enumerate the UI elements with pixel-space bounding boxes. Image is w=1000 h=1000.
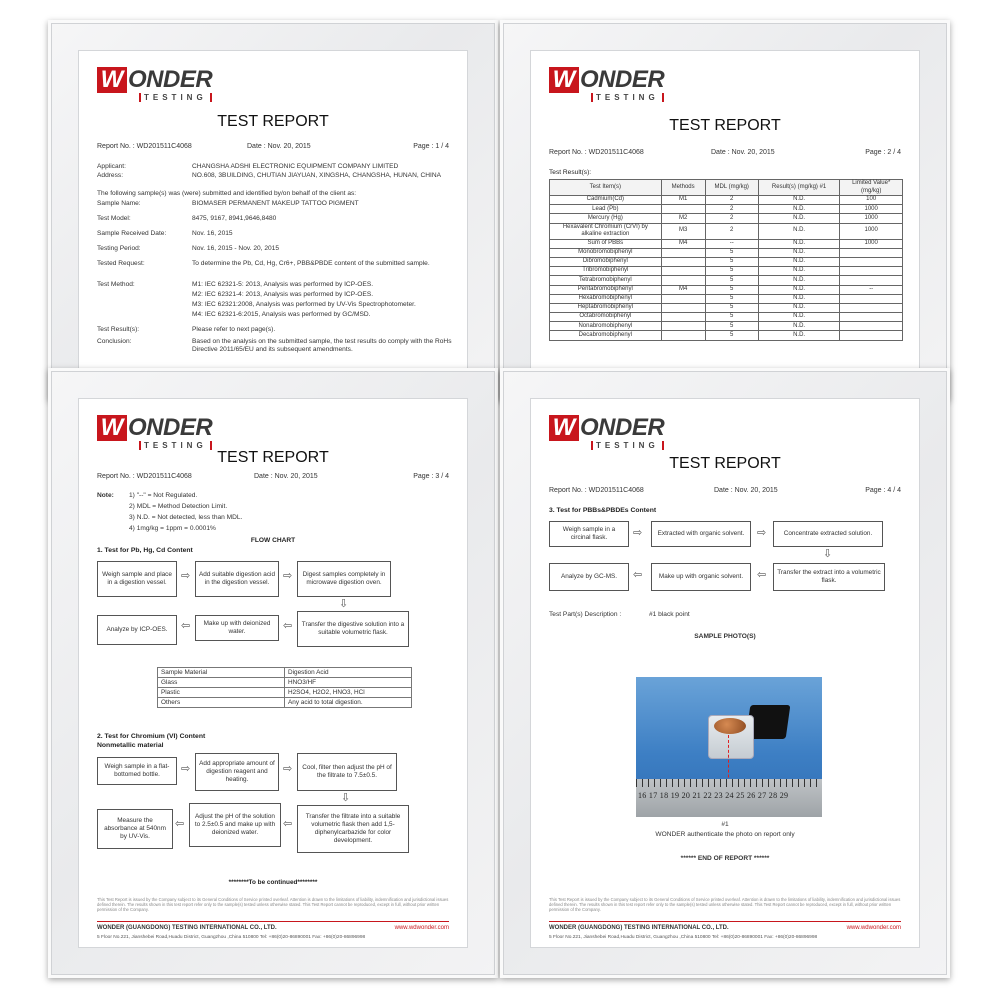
photo-note: WONDER authenticate the photo on report only (655, 831, 795, 838)
page-number: Page : 4 / 4 (865, 487, 901, 494)
table-row (550, 223, 903, 239)
section-subheading: Nonmetallic material (97, 742, 164, 749)
report-page-2 (530, 50, 920, 370)
logo-text: ONDER (128, 66, 213, 93)
footer-rule (549, 921, 901, 922)
flow-step: Transfer the digestive solution into a suitable volumetric flask. (297, 611, 409, 647)
table-row (158, 668, 412, 678)
table-cell: 2 (705, 214, 758, 223)
footer-address: 5 Floor No.221, Jianshebei Road,Huadu District, Guangzhou ,China 510800 Tel: +86(0)20-86890001 Fax: +86(0)20-86896998 (549, 935, 818, 940)
table-cell: 5 (705, 267, 758, 276)
table-cell: N.D. (758, 267, 840, 276)
table-cell (840, 294, 903, 303)
table-cell: N.D. (758, 285, 840, 294)
logo-w: W (97, 415, 127, 441)
field-label: Conclusion: (97, 338, 132, 345)
field-label: Address: (97, 172, 124, 179)
table-cell (840, 303, 903, 312)
table-cell: Hexavalent Chromium (CrVI) by alkaline extraction (550, 223, 662, 239)
table-row (550, 303, 903, 312)
table-cell: Sample Material (158, 668, 285, 678)
field-label: Sample Received Date: (97, 230, 167, 237)
flow-step: Cool, filter then adjust the pH of the filtrate to 7.5±0.5. (297, 753, 397, 791)
table-row (158, 698, 412, 708)
table-cell (661, 294, 705, 303)
flow-step: Adjust the pH of the solution to 2.5±0.5 and make up with deionized water. (189, 803, 281, 847)
logo-subtext: TESTING (591, 93, 664, 102)
note-item: 1) "--" = Not Regulated. (129, 492, 198, 499)
note-label: Note: (97, 492, 114, 499)
table-cell: Nonabromobiphenyl (550, 322, 662, 331)
table-cell: 5 (705, 294, 758, 303)
table-cell: Others (158, 698, 285, 708)
table-cell: 5 (705, 257, 758, 266)
table-cell: 5 (705, 248, 758, 257)
table-cell: N.D. (758, 294, 840, 303)
table-cell (661, 303, 705, 312)
note-item: 3) N.D. = Not detected, less than MDL. (129, 514, 243, 521)
results-heading: Test Result(s): (549, 169, 592, 176)
table-cell: 2 (705, 223, 758, 239)
table-row (550, 276, 903, 285)
table-cell: Dibromobiphenyl (550, 257, 662, 266)
field-value: Nov. 16, 2015 - Nov. 20, 2015 (192, 245, 279, 252)
table-cell: M2 (661, 214, 705, 223)
footer-website: www.wdwonder.com (846, 925, 901, 931)
table-cell: N.D. (758, 313, 840, 322)
certificate-frame-page-4 (500, 368, 950, 978)
table-cell: 5 (705, 303, 758, 312)
flow-step: Transfer the filtrate into a suitable volumetric flask then add 1,5-diphenylcarbazide for color development. (297, 805, 409, 853)
page-title: TEST REPORT (669, 455, 781, 472)
report-page-4 (530, 398, 920, 948)
arrow-down-icon: ⇩ (341, 792, 351, 804)
flow-step: Analyze by ICP-OES. (97, 615, 177, 645)
page-number: Page : 2 / 4 (865, 149, 901, 156)
table-cell: N.D. (758, 248, 840, 257)
wonder-logo (549, 67, 679, 105)
table-cell: 1000 (840, 239, 903, 248)
arrow-right-icon: ⇨ (283, 570, 293, 582)
table-cell: M1 (661, 196, 705, 205)
table-cell (840, 248, 903, 257)
table-row (550, 267, 903, 276)
wonder-logo (97, 67, 227, 105)
logo-subtext: TESTING (139, 93, 212, 102)
field-value: BIOMASER PERMANENT MAKEUP TATTOO PIGMENT (192, 200, 359, 207)
field-label: Sample Name: (97, 200, 141, 207)
table-row (550, 257, 903, 266)
table-cell: M4 (661, 239, 705, 248)
report-number: Report No. : WD201511C4068 (549, 149, 644, 156)
table-row (158, 688, 412, 698)
report-date: Date : Nov. 20, 2015 (254, 473, 318, 480)
footer-rule (97, 921, 449, 922)
table-cell: 5 (705, 285, 758, 294)
test-part-value: #1 black point (649, 611, 690, 618)
table-cell: N.D. (758, 223, 840, 239)
table-cell: N.D. (758, 214, 840, 223)
arrow-right-icon: ⇨ (181, 763, 191, 775)
table-cell: Sum of PBBs (550, 239, 662, 248)
note-item: 2) MDL = Method Detection Limit. (129, 503, 228, 510)
flow-step: Weigh sample in a flat-bottomed bottle. (97, 757, 177, 785)
flow-step: Weigh sample and place in a digestion vessel. (97, 561, 177, 597)
table-cell: Digestion Acid (285, 668, 412, 678)
field-value: To determine the Pb, Cd, Hg, Cr6+, PBB&PBDE content of the submitted sample. (192, 260, 430, 267)
table-cell (840, 313, 903, 322)
column-header: Test Item(s) (550, 180, 662, 196)
arrow-left-icon: ⇦ (283, 620, 293, 632)
report-page-1 (78, 50, 468, 370)
table-cell (840, 267, 903, 276)
field-value: M3: IEC 62321:2008, Analysis was performed by UV-Vis Spectrophotometer. (192, 301, 416, 308)
table-cell: Octabromobiphenyl (550, 313, 662, 322)
field-value: Please refer to next page(s). (192, 326, 276, 333)
report-date: Date : Nov. 20, 2015 (247, 143, 311, 150)
table-cell (840, 276, 903, 285)
arrow-left-icon: ⇦ (181, 620, 191, 632)
certificate-frame-page-1 (48, 20, 498, 400)
table-cell (661, 313, 705, 322)
field-label: Test Method: (97, 281, 135, 288)
footer-address: 5 Floor No.221, Jianshebei Road,Huadu District, Guangzhou ,China 510800 Tel: +86(0)20-86890001 Fax: +86(0)20-86896998 (97, 935, 366, 940)
logo-text: ONDER (580, 414, 665, 441)
field-label: Applicant: (97, 163, 126, 170)
flow-step: Analyze by GC-MS. (549, 563, 629, 591)
table-cell (661, 267, 705, 276)
table-cell: 1000 (840, 214, 903, 223)
table-cell: N.D. (758, 276, 840, 285)
note-item: 4) 1mg/kg = 1ppm = 0.0001% (129, 525, 216, 532)
table-cell: 100 (840, 196, 903, 205)
table-cell (661, 248, 705, 257)
flow-step: Extracted with organic solvent. (651, 521, 751, 547)
page-number: Page : 1 / 4 (413, 143, 449, 150)
table-cell: N.D. (758, 331, 840, 340)
report-date: Date : Nov. 20, 2015 (714, 487, 778, 494)
table-row (550, 294, 903, 303)
footer-company: WONDER (GUANGDONG) TESTING INTERNATIONAL CO., LTD. (549, 925, 729, 931)
table-cell: 1000 (840, 223, 903, 239)
table-cell (661, 331, 705, 340)
field-value: Nov. 16, 2015 (192, 230, 233, 237)
table-cell: N.D. (758, 196, 840, 205)
logo-text: ONDER (128, 414, 213, 441)
table-cell: N.D. (758, 239, 840, 248)
pigment (714, 718, 746, 734)
column-header: Limited Value* (mg/kg) (840, 180, 903, 196)
table-row (550, 205, 903, 214)
table-cell: HNO3/HF (285, 678, 412, 688)
page-title: TEST REPORT (217, 449, 329, 466)
arrow-left-icon: ⇦ (175, 818, 185, 830)
table-row (550, 196, 903, 205)
footer-website: www.wdwonder.com (394, 925, 449, 931)
table-cell: Pentabromobiphenyl (550, 285, 662, 294)
flow-step: Weigh sample in a circinal flask. (549, 521, 629, 547)
wonder-logo (549, 415, 679, 453)
table-row (550, 248, 903, 257)
field-label: Testing Period: (97, 245, 141, 252)
table-cell: Any acid to total digestion. (285, 698, 412, 708)
table-cell: 2 (705, 205, 758, 214)
field-value: M4: IEC 62321-6:2015, Analysis was performed by GC/MSD. (192, 311, 371, 318)
table-cell (661, 276, 705, 285)
field-value: M2: IEC 62321-4: 2013, Analysis was performed by ICP-OES. (192, 291, 374, 298)
table-cell: M4 (661, 285, 705, 294)
table-cell: -- (705, 239, 758, 248)
table-row (550, 313, 903, 322)
table-row (550, 214, 903, 223)
table-header-row (550, 180, 903, 196)
certificate-frame-page-3 (48, 368, 498, 978)
table-cell (661, 205, 705, 214)
intro-text: The following sample(s) was (were) submitted and identified by/on behalf of the client as: (97, 190, 357, 197)
table-cell: H2SO4, H2O2, HNO3, HCl (285, 688, 412, 698)
table-row (550, 285, 903, 294)
arrow-right-icon: ⇨ (181, 570, 191, 582)
report-date: Date : Nov. 20, 2015 (711, 149, 775, 156)
sample-photo (636, 677, 822, 817)
table-cell: Glass (158, 678, 285, 688)
photo-caption: #1 (721, 821, 729, 828)
ruler-ticks (636, 779, 822, 787)
table-cell (840, 322, 903, 331)
table-cell: M3 (661, 223, 705, 239)
table-cell: 5 (705, 322, 758, 331)
table-cell: Tribromobiphenyl (550, 267, 662, 276)
column-header: Methods (661, 180, 705, 196)
end-of-report: ****** END OF REPORT ****** (680, 855, 770, 862)
flow-step: Make up with deionized water. (195, 615, 279, 641)
arrow-down-icon: ⇩ (339, 598, 349, 610)
report-number: Report No. : WD201511C4068 (549, 487, 644, 494)
table-cell (840, 257, 903, 266)
table-row (550, 322, 903, 331)
field-value: 8475, 9167, 8941,9646,8480 (192, 215, 277, 222)
table-cell: 5 (705, 313, 758, 322)
flow-step: Digest samples completely in microwave digestion oven. (297, 561, 391, 597)
footer-company: WONDER (GUANGDONG) TESTING INTERNATIONAL CO., LTD. (97, 925, 277, 931)
field-value: NO.608, 3BUILDING, CHUTIAN JIAYUAN, XINGSHA, CHANGSHA, HUNAN, CHINA (192, 172, 442, 179)
table-cell: Heptabromobiphenyl (550, 303, 662, 312)
field-label: Test Result(s): (97, 326, 140, 333)
table-cell: N.D. (758, 303, 840, 312)
arrow-left-icon: ⇦ (633, 569, 643, 581)
flow-chart-title: FLOW CHART (250, 537, 296, 544)
flow-step: Make up with organic solvent. (651, 563, 751, 591)
table-cell: Lead (Pb) (550, 205, 662, 214)
table-cell: -- (840, 285, 903, 294)
table-cell: 5 (705, 276, 758, 285)
field-value: Based on the analysis on the submitted sample, the test results do comply with the RoHs Directive 2011/65/EU and its subsequent amendments. (192, 338, 452, 353)
logo-text: ONDER (580, 66, 665, 93)
report-page-3 (78, 398, 468, 948)
flow-step: Add suitable digestion acid in the digestion vessel. (195, 561, 279, 597)
table-cell (840, 331, 903, 340)
section-heading: 3. Test for PBBs&PBDEs Content (549, 507, 657, 514)
table-cell (661, 257, 705, 266)
table-cell: Cadmium(Cd) (550, 196, 662, 205)
flow-step: Measure the absorbance at 540nm by UV-Vis. (97, 809, 173, 849)
pigment-jar (708, 715, 754, 759)
footer-disclaimer: This Test Report is issued by the Company subject to its General Conditions of Service printed overleaf. Attention is drawn to the limitations of liability, indemnification and jurisdictional issues defined therein. The results shown in this test report refer only to the sample(s) tested unless otherwise stated. This Test Report cannot be reproduced, except in full, without prior written permission of the Company. (97, 897, 449, 912)
logo-subtext: TESTING (591, 441, 664, 450)
table-cell: 2 (705, 196, 758, 205)
wonder-logo (97, 415, 227, 453)
test-part-label: Test Part(s) Description : (549, 611, 622, 618)
logo-subtext: TESTING (139, 441, 212, 450)
arrow-left-icon: ⇦ (283, 818, 293, 830)
logo-w: W (549, 67, 579, 93)
table-cell: N.D. (758, 205, 840, 214)
page-title: TEST REPORT (669, 117, 781, 134)
column-header: MDL (mg/kg) (705, 180, 758, 196)
section-heading: 2. Test for Chromium (VI) Content (97, 733, 206, 740)
report-number: Report No. : WD201511C4068 (97, 143, 192, 150)
continued-note: ********To be continued******** (228, 879, 318, 886)
flow-step: Add appropriate amount of digestion reagent and heating. (195, 753, 279, 791)
column-header: Result(s) (mg/kg) #1 (758, 180, 840, 196)
arrow-down-icon: ⇩ (823, 548, 833, 560)
flow-step: Transfer the extract into a volumetric flask. (773, 563, 885, 591)
logo-w: W (549, 415, 579, 441)
ruler (636, 779, 822, 817)
table-row (550, 239, 903, 248)
section-heading: 1. Test for Pb, Hg, Cd Content (97, 547, 193, 554)
table-row (158, 678, 412, 688)
table-cell: Hexabromobiphenyl (550, 294, 662, 303)
photo-title: SAMPLE PHOTO(S) (694, 633, 756, 640)
footer-disclaimer: This Test Report is issued by the Company subject to its General Conditions of Service printed overleaf. Attention is drawn to the limitations of liability, indemnification and jurisdictional issues defined therein. The results shown in this test report refer only to the sample(s) tested unless otherwise stated. This Test Report cannot be reproduced, except in full, without prior written permission of the Company. (549, 897, 901, 912)
arrow-left-icon: ⇦ (757, 569, 767, 581)
digestion-acid-table (157, 667, 412, 708)
field-value: M1: IEC 62321-5: 2013, Analysis was performed by ICP-OES. (192, 281, 374, 288)
table-cell: 5 (705, 331, 758, 340)
field-label: Tested Request: (97, 260, 145, 267)
arrow-right-icon: ⇨ (283, 763, 293, 775)
table-cell: N.D. (758, 257, 840, 266)
table-cell: N.D. (758, 322, 840, 331)
table-row (550, 331, 903, 340)
report-number: Report No. : WD201511C4068 (97, 473, 192, 480)
table-cell (661, 322, 705, 331)
table-cell: Plastic (158, 688, 285, 698)
table-cell: Monobromobiphenyl (550, 248, 662, 257)
ruler-numbers: 16 17 18 19 20 21 22 23 24 25 26 27 28 29 (638, 791, 789, 800)
page-number: Page : 3 / 4 (413, 473, 449, 480)
flow-step: Concentrate extracted solution. (773, 521, 883, 547)
field-label: Test Model: (97, 215, 131, 222)
certificate-frame-page-2 (500, 20, 950, 400)
table-cell: Mercury (Hg) (550, 214, 662, 223)
table-cell: 1000 (840, 205, 903, 214)
arrow-right-icon: ⇨ (757, 527, 767, 539)
arrow-right-icon: ⇨ (633, 527, 643, 539)
page-title: TEST REPORT (217, 113, 329, 130)
table-cell: Tetrabromobiphenyl (550, 276, 662, 285)
results-table (549, 179, 903, 341)
table-cell: Decabromobiphenyl (550, 331, 662, 340)
logo-w: W (97, 67, 127, 93)
field-value: CHANGSHA ADSHI ELECTRONIC EQUIPMENT COMPANY LIMITED (192, 163, 399, 170)
